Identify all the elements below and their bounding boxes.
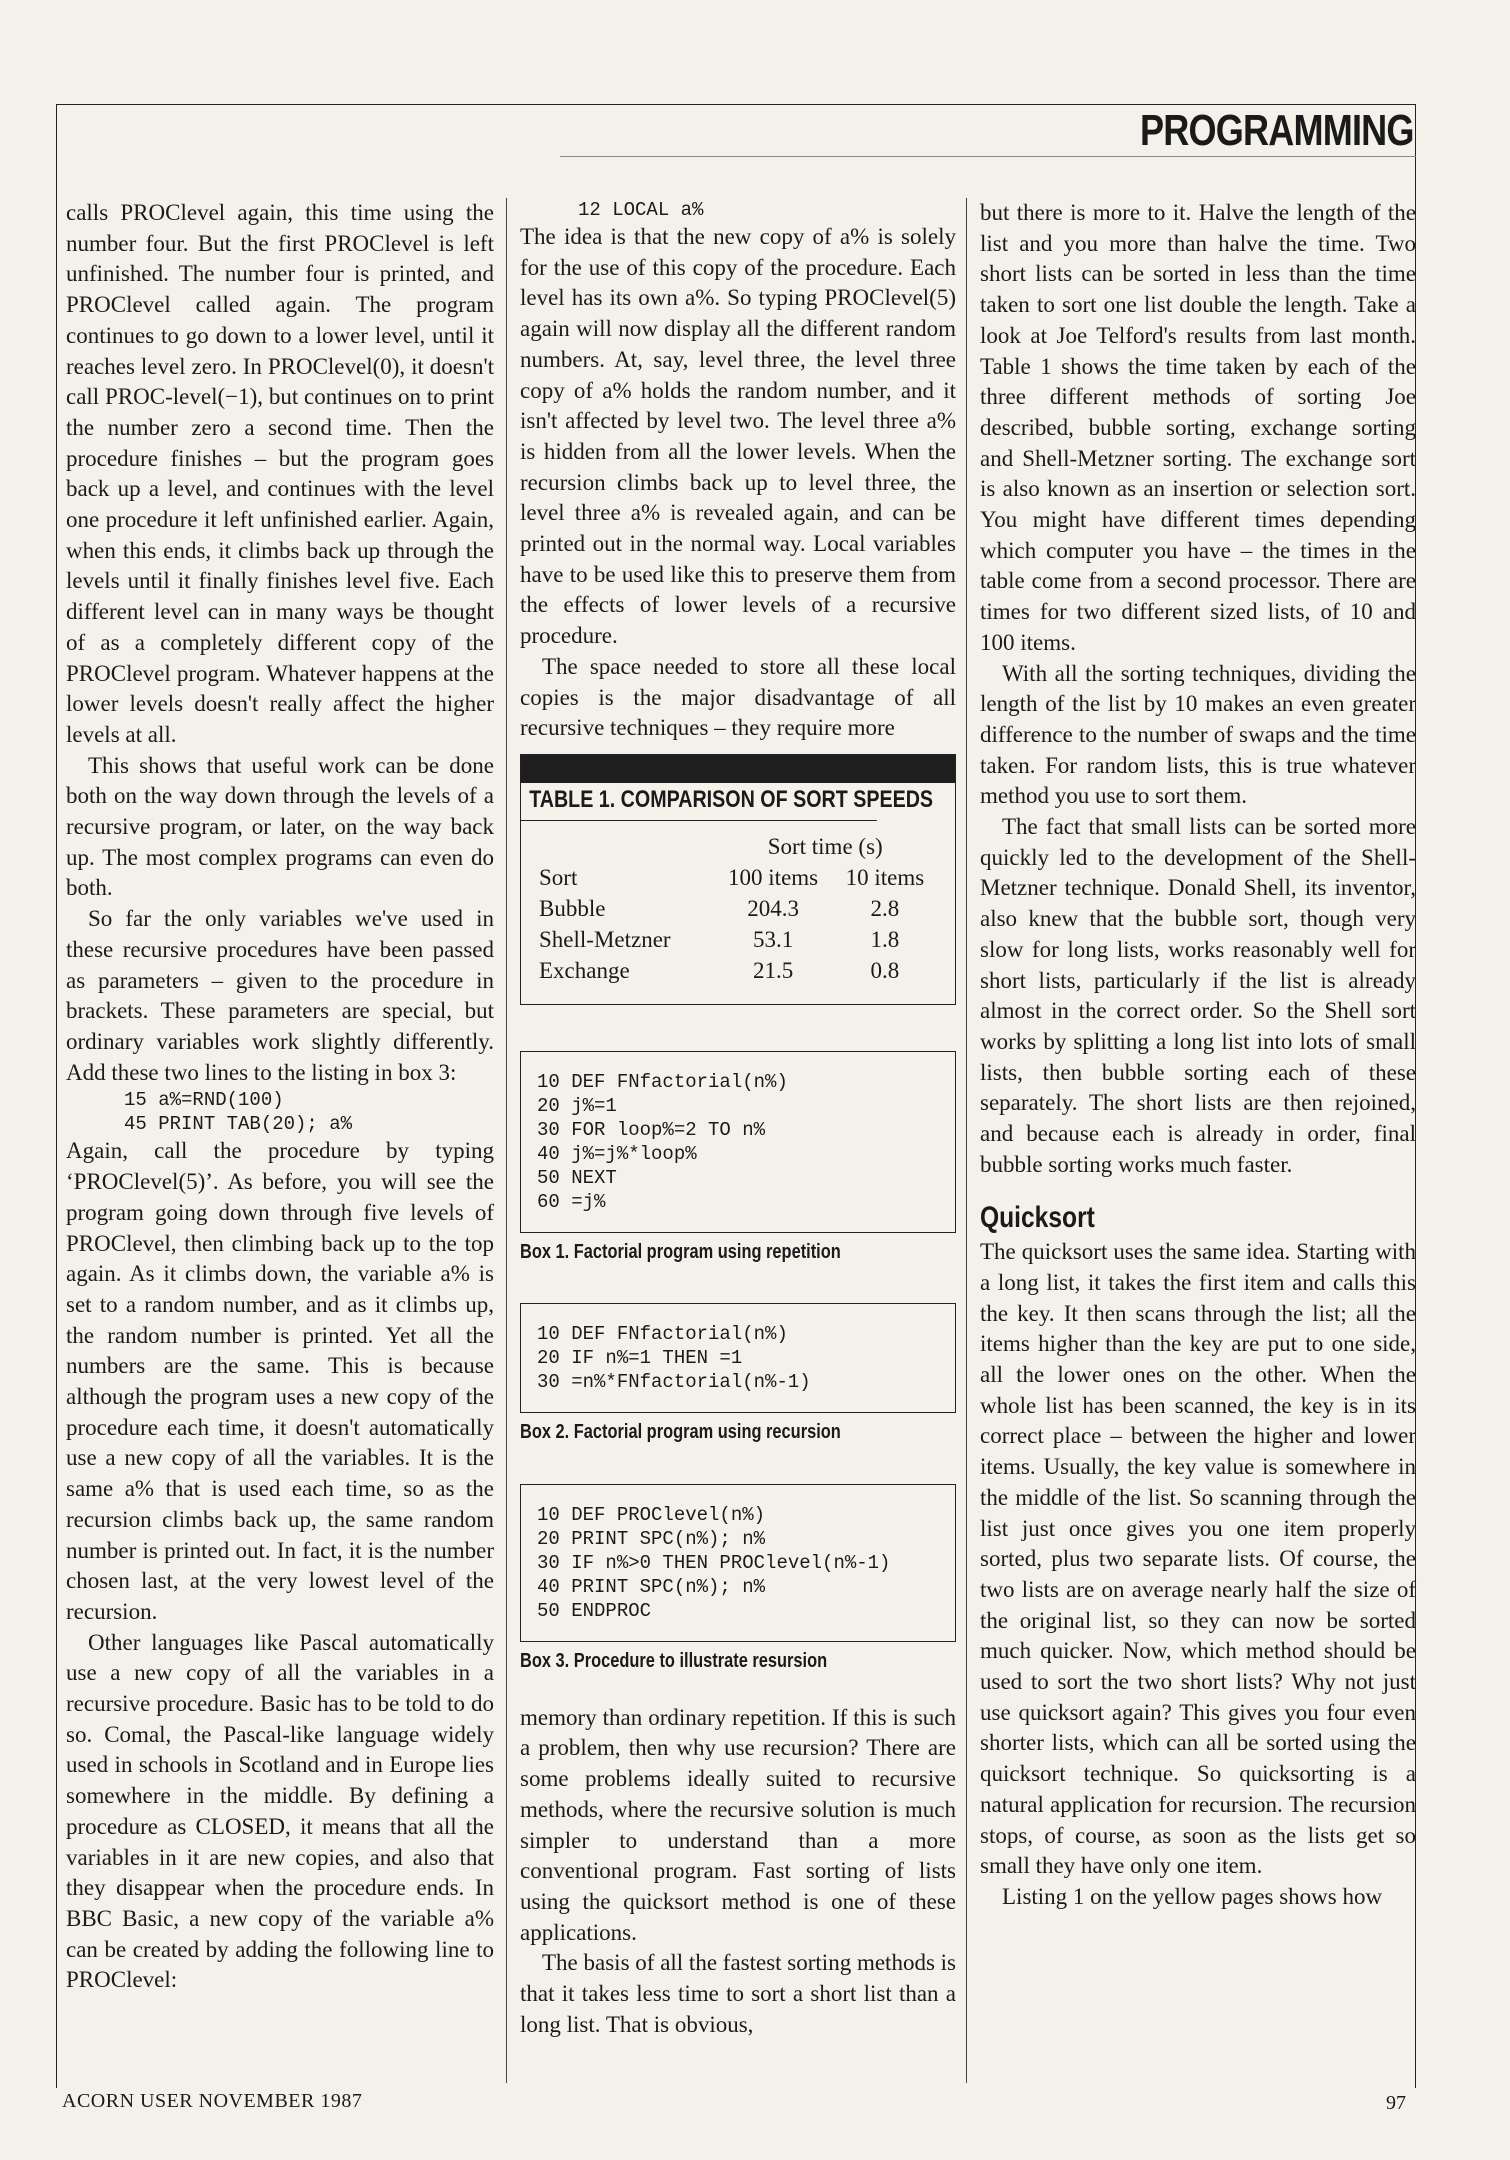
paragraph: The quicksort uses the same idea. Starting with a long list, it takes the first item and calls this the key. It then scans through the list; all the items higher than the key are put to one side, all the lower ones on the other. When the whole list has been scanned, the key is in its correct place – between the higher and lower items. Usually, the key value is somewhere in the middle of the list. So scanning through the list just once gives you one item properly sorted, plus two separate lists. Of course, the two lists are on average nearly half the size of the original list, so they can now be sorted much quicker. Now, which method should be used to sort the two short lists? Why not just use quicksort again? This gives you four even shorter lists, which can all be sorted using the quicksort technique. So quicksorting is a natural application for recursion. The recursion stops, of course, as soon as the lists get so small they have only one item. bbox=[980, 1239, 1416, 1879]
paragraph: With all the sorting techniques, dividing the length of the list by 10 makes an even greater difference to the number of swaps and the time taken. For random lists, this is true whatever method you use to sort them. bbox=[980, 660, 1416, 809]
page-frame-top-rule bbox=[56, 104, 1416, 105]
table-cell: 1.8 bbox=[870, 926, 900, 952]
footer-publication: ACORN USER NOVEMBER 1987 bbox=[62, 2090, 363, 2112]
table-cell: Exchange bbox=[539, 957, 630, 983]
paragraph: calls PROClevel again, this time using the number four. But the first PROClevel is left unfinished. The number four is printed, and PROClevel called again. The program continues to go down to a lower level, until it reaches level zero. In PROClevel(0), it doesn't call PROC-level(−1), but continues on to print the number zero a second time. Then the procedure finishes – but the program goes back up a level, and continues with the level one procedure it left unfinished earlier. Again, when this ends, it climbs back up through the levels until it finally finishes level five. Each different level can in many ways be thought of as a completely different copy of the PROClevel program. Whatever happens at the lower levels doesn't really affect the higher levels at all. bbox=[66, 200, 494, 747]
subheading: Quicksort bbox=[980, 1200, 1095, 1234]
section-title: PROGRAMMING bbox=[1140, 106, 1414, 155]
page-number: 97 bbox=[1386, 2092, 1406, 2114]
table-column-header: 10 items bbox=[845, 864, 925, 890]
column-divider bbox=[966, 198, 967, 2083]
paragraph: The idea is that the new copy of a% is solely for the use of this copy of the procedure. Each level has its own a%. So typing PROClevel(5) again will now display all the different random numbers. At, say, level three, the level three copy of a% holds the random number, and it isn't affected by level two. The level three a% is hidden from all the lower levels. When the recursion climbs back up to level three, the level three a% is revealed again, and can be printed out in the normal way. Local variables have to be used like this to preserve them from the effects of lower levels of a recursive procedure. bbox=[520, 224, 956, 649]
table-column-header: Sort bbox=[539, 864, 578, 890]
box-caption: Box 3. Procedure to illustrate resursion bbox=[520, 1650, 828, 1673]
paragraph: Listing 1 on the yellow pages shows how bbox=[1002, 1883, 1383, 1909]
paragraph: This shows that useful work can be done both on the way down through the levels of a recursive program, or later, on the way back up. The most complex programs can even do both. bbox=[66, 752, 494, 901]
table-row bbox=[539, 955, 937, 986]
box-caption: Box 2. Factorial program using recursion bbox=[520, 1421, 841, 1444]
column-3 bbox=[980, 198, 1416, 1913]
table-header-bar bbox=[521, 755, 955, 783]
paragraph: memory than ordinary repetition. If this is such a problem, then why use recursion? There are some problems ideally suited to recursive methods, where the recursive solution is much simpler to understand than a more conventional program. Fast sorting of lists using the quicksort method is one of these applications. bbox=[520, 1704, 956, 1945]
table-cell: 2.8 bbox=[870, 895, 900, 921]
page-frame-left-rule bbox=[56, 104, 57, 2088]
table-body bbox=[521, 821, 955, 1004]
column-divider bbox=[506, 198, 507, 2083]
table-row bbox=[539, 893, 937, 924]
table-title: TABLE 1. COMPARISON OF SORT SPEEDS bbox=[521, 783, 877, 821]
paragraph: The basis of all the fastest sorting methods is that it takes less time to sort a short list than a long list. That is obvious, bbox=[520, 1950, 956, 2037]
box-3 bbox=[520, 1484, 956, 1642]
table-cell: 204.3 bbox=[747, 895, 799, 921]
table-row bbox=[539, 924, 937, 955]
header-rule bbox=[560, 156, 1416, 157]
table-cell: 21.5 bbox=[752, 957, 794, 983]
paragraph: So far the only variables we've used in these recursive procedures have been passed as parameters – given to the procedure in brackets. These parameters are special, but ordinary variables work slightly differently. Add these two lines to the listing in box 3: bbox=[66, 906, 494, 1085]
paragraph: Other languages like Pascal automatically use a new copy of all the variables in a recursive procedure. Basic has to be told to do so. Comal, the Pascal-like language widely used in schools in Scotland and in Europe lies somewhere in the middle. By defining a procedure as CLOSED, it means that all the variables in it are new copies, and also that they disappear when the procedure ends. In BBC Basic, a new copy of the variable a% can be created by adding the following line to PROClevel: bbox=[66, 1629, 494, 1993]
table-cell: 53.1 bbox=[752, 926, 794, 952]
code-snippet: 12 LOCAL a% bbox=[578, 199, 704, 221]
code-listing: 10 DEF FNfactorial(n%) 20 IF n%=1 THEN =1 30 =n%*FNfactorial(n%-1) bbox=[537, 1323, 811, 1394]
paragraph: Again, call the procedure by typing ‘PROClevel(5)’. As before, you will see the program going down through five levels of PROClevel, then climbing back up to the top again. As it climbs down, the variable a% is set to a random number, and as it climbs up, the random number is printed. Yet all the numbers are the same. This is because although the program uses a new copy of the procedure each time, it doesn't automatically use a new copy of all the variables. It is the same a% that is used each time, so as the recursion climbs back up, the same random number is printed out. In fact, it is the number chosen last, at the very lowest level of the recursion. bbox=[66, 1138, 494, 1624]
box-2 bbox=[520, 1303, 956, 1413]
paragraph: but there is more to it. Halve the length of the list and you more than halve the time. Two short lists can be sorted in less than the time taken to sort one list double the length. Take a look at Joe Telford's results from last month. Table 1 shows the time taken by each of the three different methods of sorting Joe described, bubble sorting, exchange sorting and Shell-Metzner sorting. The exchange sort is also known as an insertion or selection sort. You might have different times depending which computer you have – the times in the table come from a second processor. There are times for two different sized lists, of 10 and 100 items. bbox=[980, 200, 1416, 655]
code-listing: 10 DEF PROClevel(n%) 20 PRINT SPC(n%); n% 30 IF n%>0 THEN PROClevel(n%-1) 40 PRINT SPC(n%); n% 50 ENDPROC bbox=[537, 1504, 891, 1623]
table-cell: Shell-Metzner bbox=[539, 926, 671, 952]
table-group-header: Sort time (s) bbox=[767, 833, 883, 859]
code-listing: 10 DEF FNfactorial(n%) 20 j%=1 30 FOR loop%=2 TO n% 40 j%=j%*loop% 50 NEXT 60 =j% bbox=[537, 1070, 788, 1213]
table-column-header: 100 items bbox=[728, 864, 819, 890]
sort-speed-table bbox=[520, 754, 956, 1005]
paragraph: The fact that small lists can be sorted more quickly led to the development of the Shell-Metzner technique. Donald Shell, its inventor, also knew that the bubble sort, though very slow for long lists, works reasonably well for short lists, particularly if the list is already almost in the correct order. So the Shell sort works by splitting a long list into lots of small lists, then bubble sorting each of these separately. The short lists are then rejoined, and because each is already in order, final bubble sorting works much faster. bbox=[980, 814, 1416, 1177]
paragraph: The space needed to store all these local copies is the major disadvantage of all recursive techniques – they require more bbox=[520, 653, 956, 741]
box-1 bbox=[520, 1051, 956, 1233]
column-2 bbox=[520, 198, 956, 2041]
box-caption: Box 1. Factorial program using repetition bbox=[520, 1240, 841, 1263]
table-cell: 0.8 bbox=[870, 957, 900, 983]
table-cell: Bubble bbox=[539, 895, 606, 921]
code-snippet: 15 a%=RND(100) 45 PRINT TAB(20); a% bbox=[124, 1089, 353, 1136]
column-1 bbox=[66, 198, 494, 1996]
